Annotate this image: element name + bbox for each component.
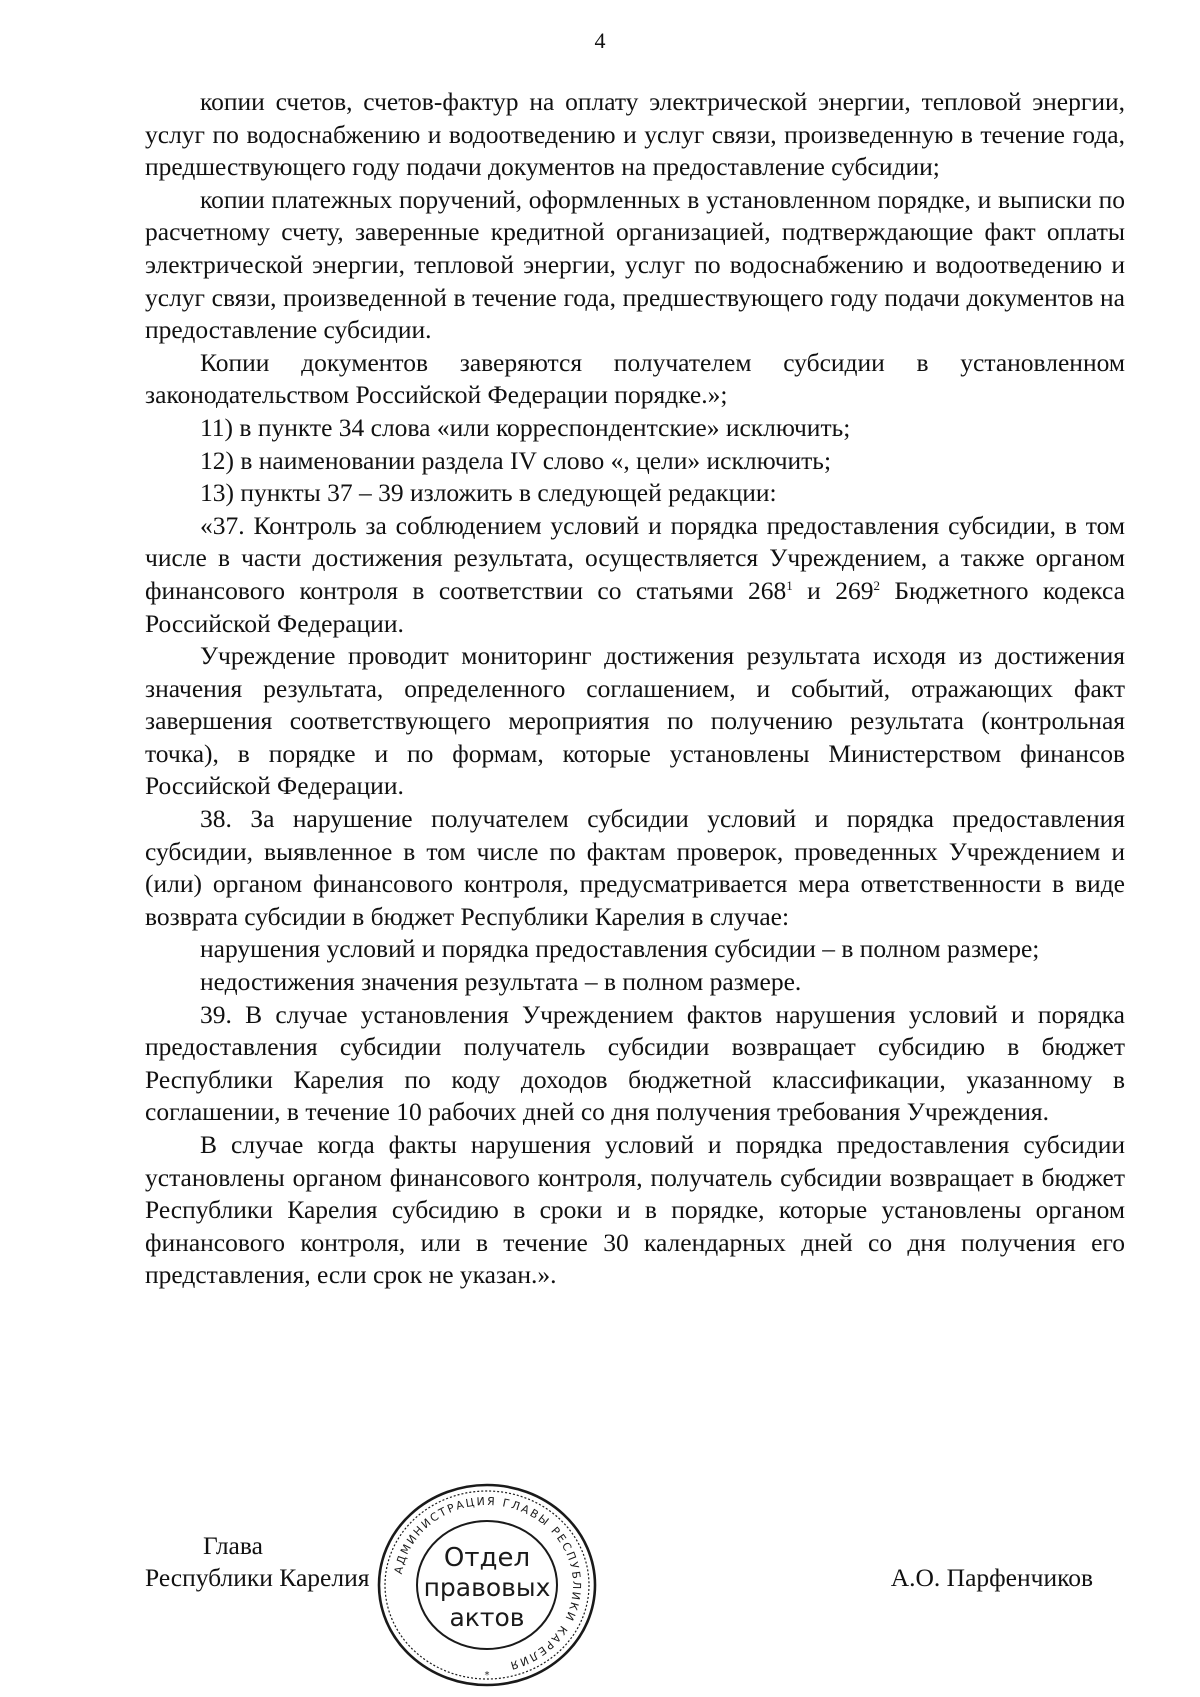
paragraph-item-12: 12) в наименовании раздела IV слово «, цели» исключить; [200, 445, 832, 475]
paragraph-payment-orders: копии платежных поручений, оформленных в установленном порядке, и выписки по расчетному счету, заверенные кредитной организацией, подтверждающие факт оплаты электрической энергии, тепловой энергии, услуг по водоснабжению и водоотведению и услуг связи, произведенной в течение года, предшествующего году подачи документов на предоставление субсидии. [145, 184, 1125, 345]
clause-37-text-middle: и 269 [792, 575, 874, 605]
superscript-2: 2 [873, 577, 880, 593]
clause-37-text-end: Бюджетного кодекса Российской Федерации. [145, 575, 1125, 638]
document-body [145, 86, 1125, 1292]
paragraph-violation-full: нарушения условий и порядка предоставления субсидии – в полном размере; [200, 934, 1040, 964]
page-number: 4 [594, 28, 606, 53]
paragraph-certification: Копии документов заверяются получателем субсидии в установленном законодательством Российской Федерации порядке.»; [145, 347, 1125, 410]
paragraph-financial-control: В случае когда факты нарушения условий и порядка предоставления субсидии установлены органом финансового контроля, получатель субсидии возвращает в бюджет Республики Карелия субсидию в сроки и в порядке, которые установлены органом финансового контроля, или в течение 30 календарных дней со дня получения его представления, если срок не указан.». [145, 1130, 1125, 1290]
stamp-center-line-2: правовых [423, 1573, 551, 1602]
stamp-center-line-3: актов [449, 1603, 525, 1632]
paragraph-clause-39: 39. В случае установления Учреждением фактов нарушения условий и порядка предоставления субсидии получатель субсидии возвращает субсидию в бюджет Республики Карелия по коду доходов бюджетной классификации, указанному в соглашении, в течение 10 рабочих дней со дня получения требования Учреждения. [145, 999, 1125, 1127]
paragraph-nonachievement: недостижения значения результата – в полном размере. [200, 967, 802, 997]
paragraph-invoice-copies: копии счетов, счетов-фактур на оплату электрической энергии, тепловой энергии, услуг по водоснабжению и водоотведению и услуг связи, произведенную в течение года, предшествующего году подачи документов на предоставление субсидии; [145, 87, 1125, 182]
paragraph-clause-37 [145, 510, 1125, 640]
stamp-ring-text: АДМИНИСТРАЦИЯ ГЛАВЫ РЕСПУБЛИКИ КАРЕЛИЯ [391, 1494, 584, 1673]
signatory-name: А.О. Парфенчиков [890, 1563, 1093, 1592]
signatory-title-line-1: Глава [203, 1531, 263, 1560]
stamp-star-mark: * [484, 1670, 490, 1681]
paragraph-clause-38: 38. За нарушение получателем субсидии условий и порядка предоставления субсидии, выявленное в том числе по фактам проверок, проведенных Учреждением и (или) органом финансового контроля, предусматривается мера ответственности в виде возврата субсидии в бюджет Республики Карелия в случае: [145, 804, 1125, 931]
paragraph-item-11: 11) в пункте 34 слова «или корреспондентские» исключить; [200, 412, 851, 442]
official-stamp [374, 1482, 600, 1688]
signatory-title-line-2: Республики Карелия [145, 1563, 370, 1592]
clause-37-text-start: «37. Контроль за соблюдением условий и порядка предоставления субсидии, в том числе в части достижения результата, осуществляется Учреждением, а также органом финансового контроля в соответствии со статьями 268 [145, 510, 1125, 605]
paragraph-monitoring: Учреждение проводит мониторинг достижения результата исходя из достижения значения результата, определенного соглашением, и событий, отражающих факт завершения соответствующего мероприятия по получению результата (контрольная точка), в порядке и по формам, которые установлены Министерством финансов Российской Федерации. [145, 641, 1125, 801]
superscript-1: 1 [786, 577, 793, 593]
paragraph-item-13: 13) пункты 37 – 39 изложить в следующей редакции: [200, 478, 777, 508]
signature-block [145, 1530, 1125, 1670]
stamp-center-line-1: Отдел [443, 1543, 531, 1573]
